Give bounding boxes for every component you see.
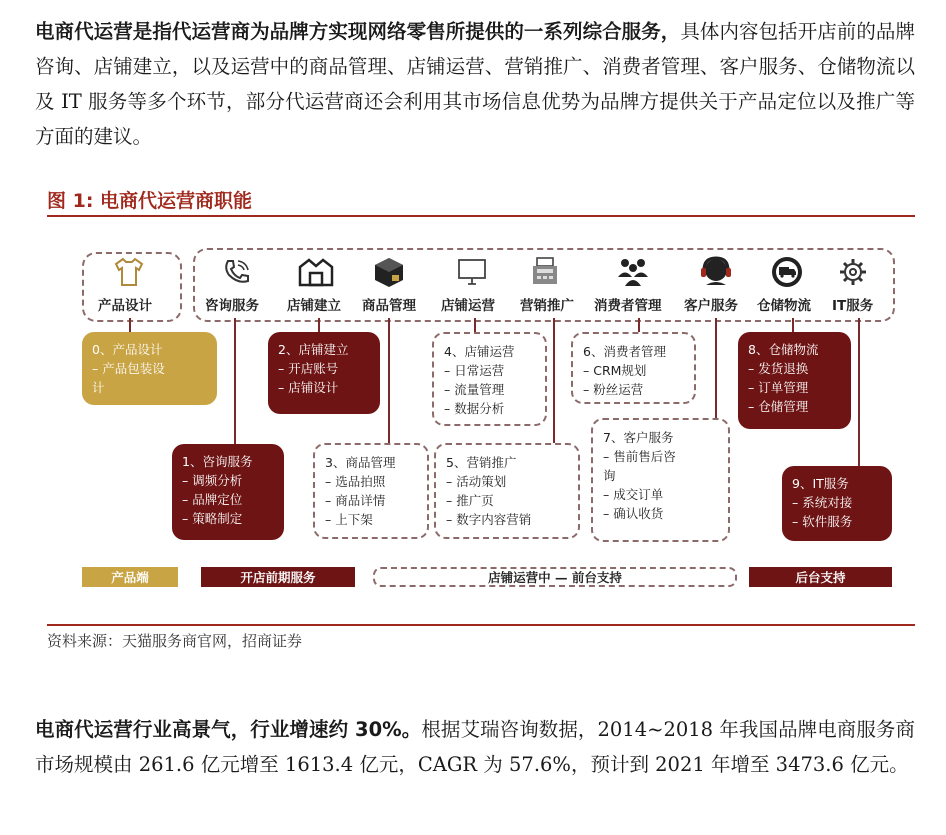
intro-bold: 电商代运营是指代运营商为品牌方实现网络零售所提供的一系列综合服务，	[35, 20, 681, 43]
figure-source: 资料来源：天猫服务商官网，招商证券	[47, 632, 303, 650]
connector-line	[858, 318, 860, 466]
stage-tag-front-support: 店铺运营中 — 前台支持	[373, 567, 737, 587]
box-line: 5、营销推广	[446, 455, 517, 470]
monitor-icon	[452, 255, 492, 289]
header-label-goods-management: 商品管理	[362, 298, 416, 314]
figure-top-rule	[47, 215, 915, 217]
header-label-product-design: 产品设计	[98, 298, 152, 314]
intro-paragraph	[35, 14, 915, 154]
box-line: 9、IT服务	[792, 476, 849, 491]
box-line: – 售前售后咨	[603, 449, 676, 464]
connector-line	[792, 318, 794, 332]
people-icon	[613, 255, 653, 289]
box-product-design	[82, 332, 217, 405]
connector-line	[388, 318, 390, 443]
box-consulting	[172, 444, 284, 540]
box-store-operation	[432, 332, 547, 426]
box-line: – 发货退换	[748, 361, 809, 376]
figure-bottom-rule	[47, 624, 915, 626]
headset-icon	[696, 255, 736, 289]
header-label-consumer-management: 消费者管理	[594, 298, 662, 314]
stage-tag-pre-opening: 开店前期服务	[201, 567, 355, 587]
connector-line	[318, 318, 320, 332]
connector-line	[234, 318, 236, 445]
box-line: – CRM规划	[583, 363, 647, 378]
connector-line	[474, 318, 476, 332]
box-store-setup	[268, 332, 380, 414]
box-line: 计	[92, 380, 105, 395]
growth-paragraph	[35, 712, 915, 782]
box-line: – 仓储管理	[748, 399, 809, 414]
box-line: 8、仓储物流	[748, 342, 819, 357]
box-line: – 活动策划	[446, 474, 507, 489]
box-customer-service	[591, 418, 730, 542]
register-icon	[525, 255, 565, 289]
growth-text: 根据艾瑞咨询数据，2014~2018 年我国品牌电商服务商市场规模由 261.6 亿元增至 1613.4 亿元，CAGR 为 57.6%，预计到 2021 年增至 3473.6 亿元。	[35, 718, 916, 776]
phone-icon	[216, 255, 256, 289]
box-line: – 店铺设计	[278, 380, 339, 395]
figure-title: 图 1: 电商代运营商职能	[47, 190, 253, 212]
stage-tag-product: 产品端	[82, 567, 178, 587]
stage-tag-back-support: 后台支持	[749, 567, 892, 587]
box-line: – 日常运营	[444, 363, 505, 378]
box-line: – 系统对接	[792, 495, 853, 510]
store-icon	[296, 255, 336, 289]
box-line: – 产品包装设	[92, 361, 165, 376]
truck-icon	[767, 255, 807, 289]
box-line: – 推广页	[446, 493, 494, 508]
box-line: 4、店铺运营	[444, 344, 515, 359]
connector-line	[715, 318, 717, 418]
box-goods-management	[313, 443, 429, 539]
connector-line	[638, 318, 640, 332]
box-line: – 开店账号	[278, 361, 339, 376]
box-marketing	[434, 443, 580, 539]
box-line: – 调频分析	[182, 473, 243, 488]
box-line: – 数据分析	[444, 401, 505, 416]
box-line: 0、产品设计	[92, 342, 163, 357]
box-line: 3、商品管理	[325, 455, 396, 470]
box-line: – 商品详情	[325, 493, 386, 508]
box-it-service	[782, 466, 892, 541]
header-label-it-service: IT服务	[832, 298, 874, 314]
box-line: – 粉丝运营	[583, 382, 644, 397]
box-line: 2、店铺建立	[278, 342, 349, 357]
box-line: – 上下架	[325, 512, 373, 527]
box-line: – 流量管理	[444, 382, 505, 397]
box-line: – 软件服务	[792, 514, 853, 529]
intro-text: 具体内容包括开店前的品牌咨询、店铺建立，以及运营中的商品管理、店铺运营、营销推广、消费者管理、客户服务、仓储物流以及 IT 服务等多个环节，部分代运营商还会利用其市场信息优势为品牌方提供关于产品定位以及推广等方面的建议。	[35, 20, 915, 148]
header-label-customer-service: 客户服务	[684, 298, 738, 314]
box-line: 1、咨询服务	[182, 454, 253, 469]
header-label-consulting: 咨询服务	[205, 298, 259, 314]
box-line: – 确认收货	[603, 506, 664, 521]
box-line: – 选品拍照	[325, 474, 386, 489]
box-line: – 订单管理	[748, 380, 809, 395]
tshirt-icon	[109, 255, 149, 289]
header-label-store-operation: 店铺运营	[441, 298, 495, 314]
box-line: 6、消费者管理	[583, 344, 666, 359]
box-line: 询	[603, 468, 616, 483]
box-consumer-management	[571, 332, 696, 404]
box-logistics	[738, 332, 851, 429]
header-label-store-setup: 店铺建立	[287, 298, 341, 314]
box-line: – 数字内容营销	[446, 512, 532, 527]
box-line: 7、客户服务	[603, 430, 674, 445]
gear-icon	[833, 255, 873, 289]
growth-bold: 电商代运营行业高景气，行业增速约 30%。	[35, 718, 422, 741]
box-line: – 成交订单	[603, 487, 664, 502]
header-label-marketing: 营销推广	[520, 298, 574, 314]
box-icon	[369, 255, 409, 289]
box-line: – 策略制定	[182, 511, 243, 526]
connector-line	[553, 318, 555, 443]
box-line: – 品牌定位	[182, 492, 243, 507]
header-label-logistics: 仓储物流	[757, 298, 811, 314]
